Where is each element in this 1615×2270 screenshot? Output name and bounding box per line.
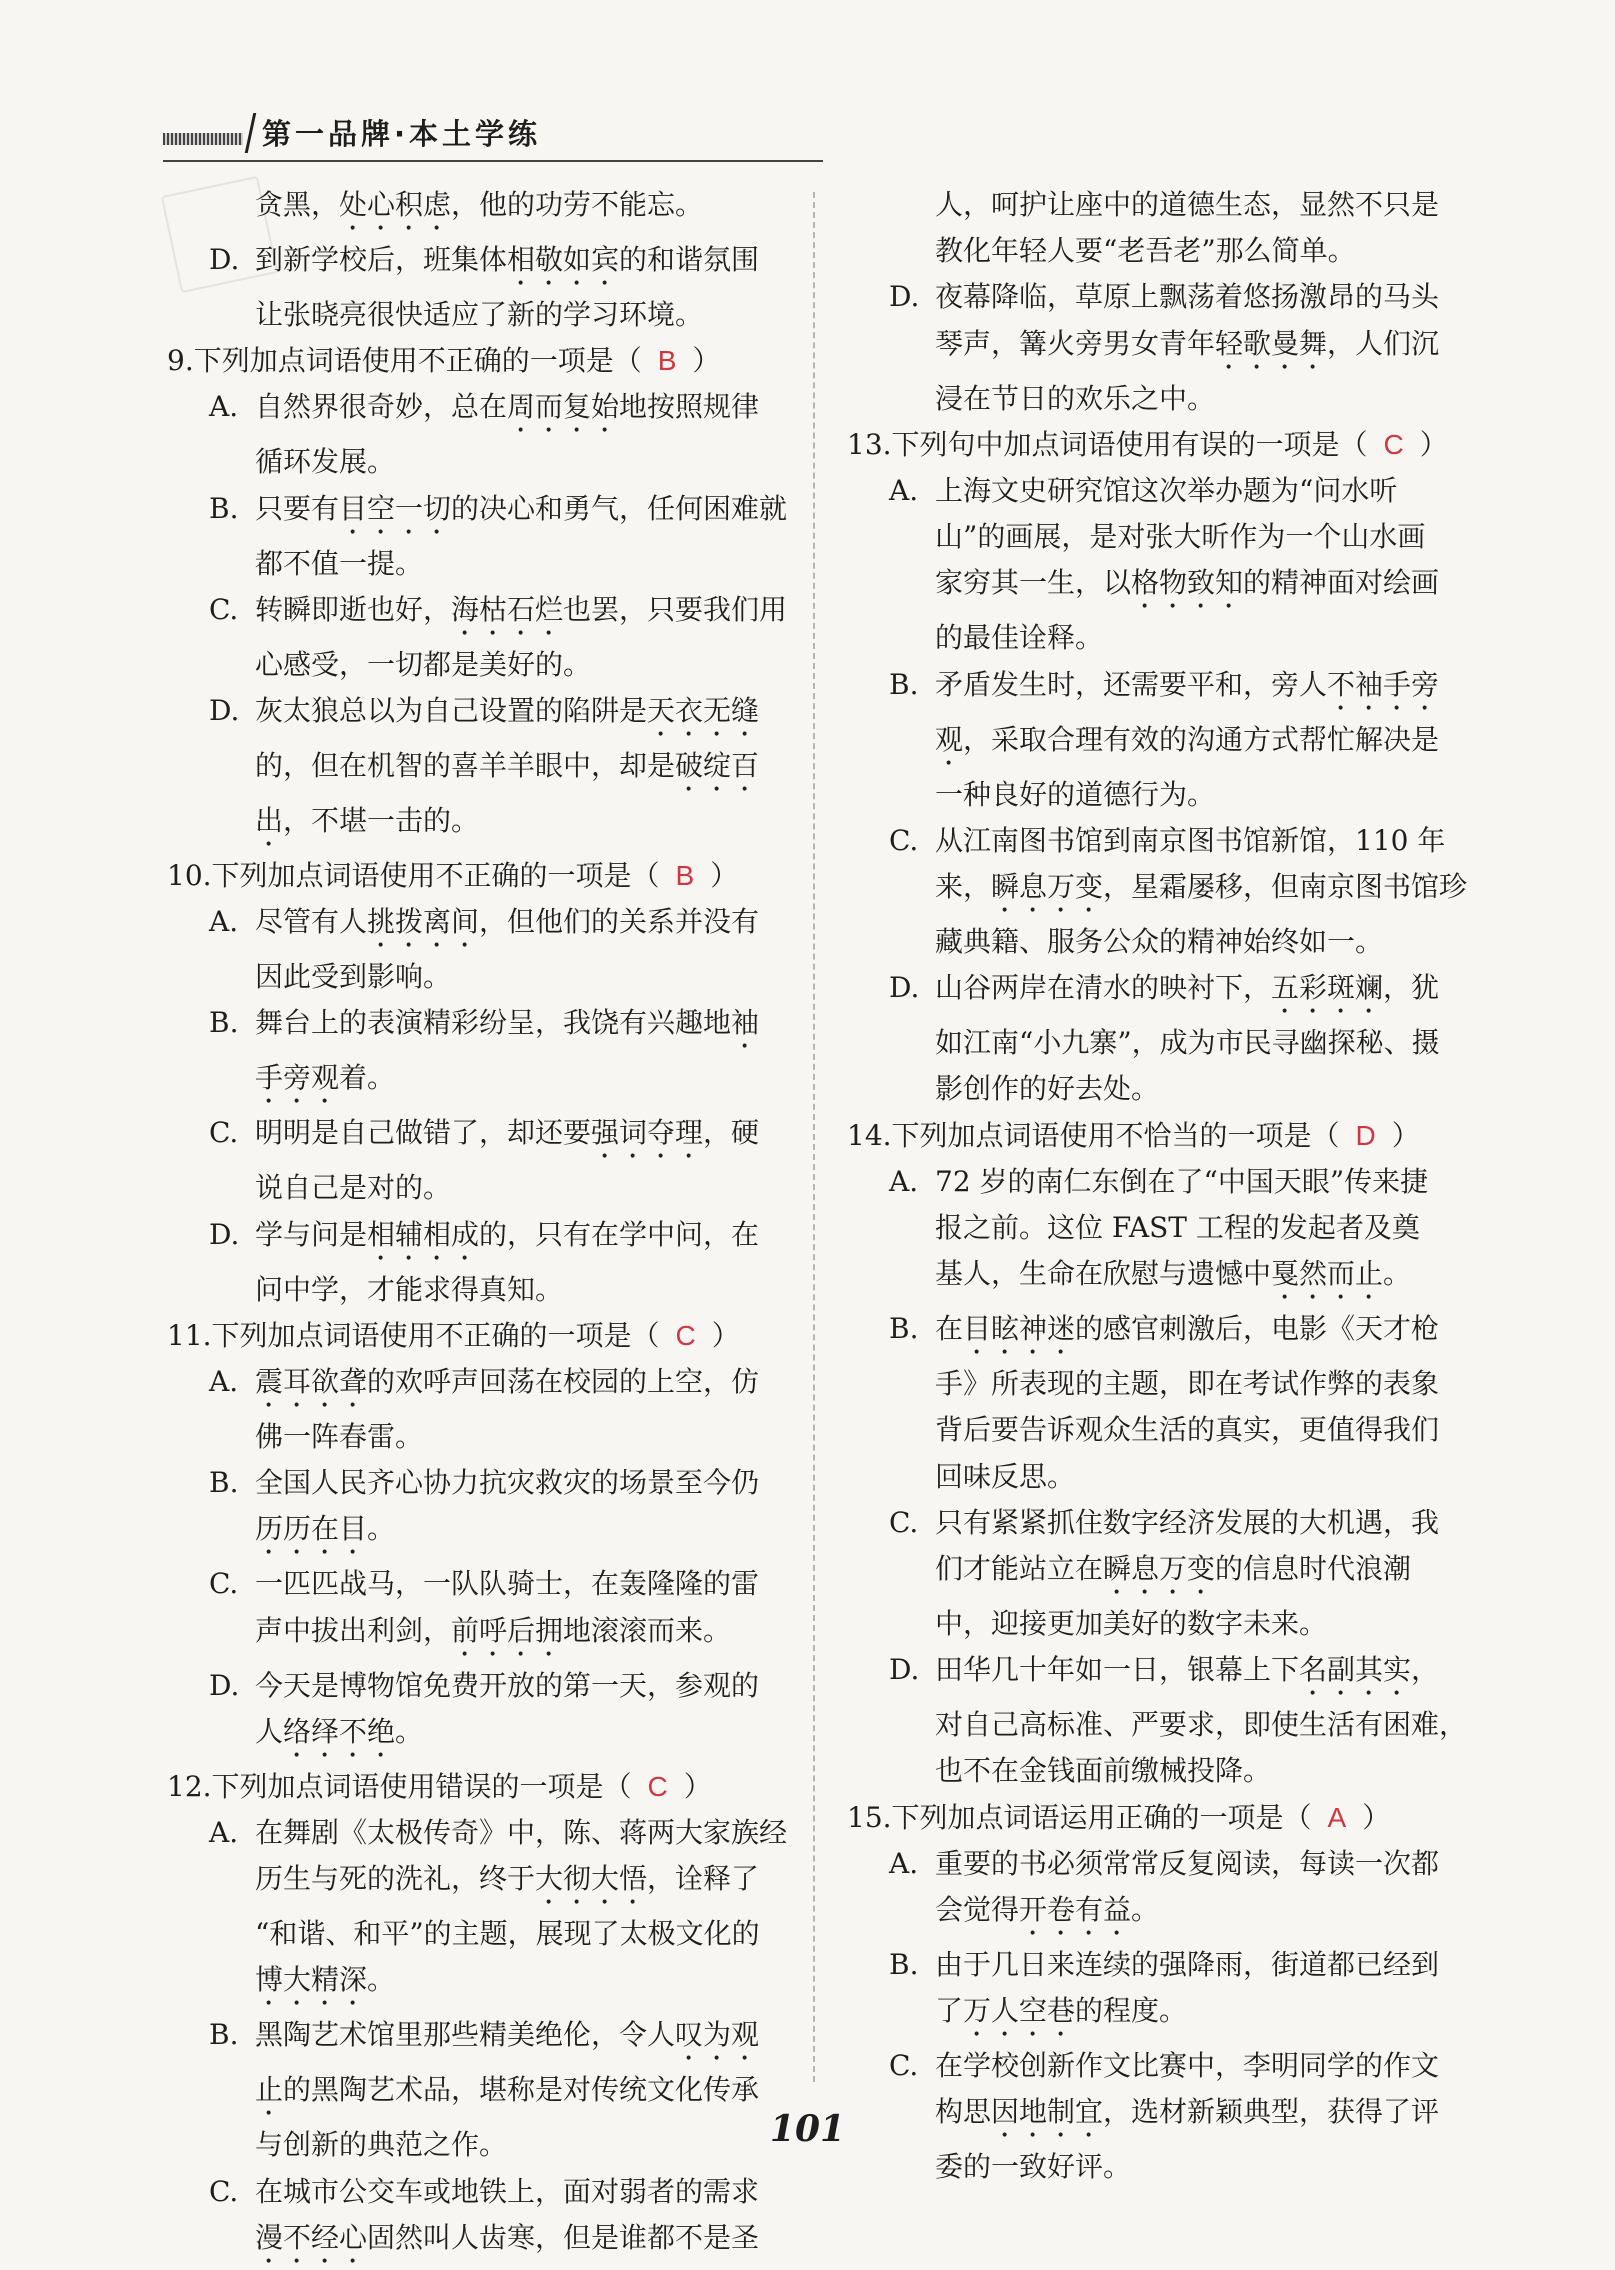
text-span: 。: [367, 1512, 396, 1546]
text-span: 家穷其一生，以: [935, 566, 1132, 600]
option-label: B.: [889, 1948, 919, 1982]
text-span: 学与问是: [255, 1217, 368, 1251]
text-span: 下列加点词语使用错误的一项是（: [211, 1769, 632, 1803]
text-line: [843, 1988, 1473, 2043]
text-span: 手》所表现的主题，即在考试作弊的表象: [935, 1367, 1440, 1401]
dotted-phrase: 漫不经心: [255, 2220, 368, 2254]
text-span: ）: [711, 1318, 740, 1352]
option-line: [843, 818, 1473, 864]
text-line: [163, 1165, 793, 1211]
dotted-phrase: 名副其实: [1299, 1653, 1412, 1687]
text-line: [163, 1608, 793, 1663]
text-line: [163, 541, 793, 587]
text-span: 的和谐氛围: [619, 243, 760, 276]
option-line: [163, 486, 793, 541]
option-label: A.: [889, 474, 919, 508]
text-span: 的，只有在学中问，在: [479, 1217, 760, 1251]
option-line: [843, 1647, 1473, 1702]
dotted-phrase: 手旁观: [255, 1061, 340, 1095]
text-span: 重要的书必须常常反复阅读，每读一次都: [935, 1846, 1440, 1880]
dotted-phrase: 目空一切: [339, 491, 452, 525]
text-span: 如江南“小九寨”，成为市民寻幽探秘、摄: [935, 1026, 1440, 1060]
option-line: [163, 899, 793, 954]
answer-letter: C: [1383, 428, 1404, 460]
dotted-phrase: 五彩斑斓: [1271, 971, 1384, 1005]
header-title: 第一品牌·本土学练: [262, 117, 542, 151]
option-label: A.: [889, 1164, 919, 1198]
right-column: [843, 182, 1473, 2191]
dotted-phrase: 海枯石烂: [451, 592, 564, 626]
text-span: ）: [692, 344, 721, 378]
dotted-phrase: 破绽百: [675, 749, 760, 783]
option-label: A.: [209, 1816, 239, 1850]
option-line: [843, 1306, 1473, 1361]
option-line: [843, 468, 1473, 514]
option-line: [163, 1359, 793, 1414]
text-span: 报之前。这位 FAST 工程的发起者及奠: [935, 1211, 1420, 1245]
text-span: ，采取合理有效的沟通方式帮忙解决是: [963, 722, 1440, 756]
text-span: 田华几十年如一日，银幕上下: [935, 1653, 1300, 1687]
option-line: [163, 1460, 793, 1506]
text-span: ）: [1419, 427, 1448, 461]
text-span: 从江南图书馆到南京图书馆新馆，110 年: [935, 823, 1446, 857]
option-label: B.: [889, 667, 919, 701]
text-line: [163, 1709, 793, 1764]
answer-letter: C: [675, 1319, 696, 1351]
text-span: 会觉得: [935, 1893, 1020, 1927]
text-span: 背后要告诉观众生活的真实，更值得我们: [935, 1413, 1440, 1447]
dotted-phrase: 相敬如宾: [507, 243, 620, 276]
text-line: [163, 182, 793, 237]
text-line: [843, 1020, 1473, 1066]
dotted-phrase: 前呼后拥: [451, 1613, 564, 1647]
text-span: 的决心和勇气，任何困难就: [451, 491, 788, 525]
text-line: [843, 560, 1473, 615]
text-span: 的，但在机智的喜羊羊眼中，却是: [255, 749, 676, 783]
text-span: 今天是博物馆免费开放的第一天，参观的: [255, 1668, 760, 1702]
text-span: 的最佳诠释。: [935, 621, 1104, 655]
header-rule: [163, 160, 823, 162]
text-span: ，硬: [703, 1116, 760, 1150]
text-line: [843, 182, 1473, 228]
text-span: 山”的画展，是对张大昕作为一个山水画: [935, 520, 1426, 554]
dotted-phrase: 观: [935, 722, 964, 756]
dotted-phrase: 目眩神迷: [963, 1312, 1076, 1346]
question-number: 9.: [167, 344, 194, 378]
text-span: 在城市公交车或地铁上，面对弱者的需求: [255, 2174, 760, 2208]
text-span: 着。: [339, 1061, 396, 1095]
text-span: 转瞬即逝也好，: [255, 592, 452, 626]
answer-letter: D: [1355, 1119, 1376, 1151]
text-line: [163, 954, 793, 1000]
text-span: 的感官刺激后，电影《天才枪: [1075, 1312, 1440, 1346]
option-label: A.: [209, 390, 239, 424]
text-span: ，: [1411, 1653, 1440, 1687]
option-label: C.: [889, 823, 919, 857]
text-span: 浸在节日的欢乐之中。: [935, 381, 1216, 415]
text-span: 对自己高标准、严要求，即使生活有困难，: [935, 1708, 1468, 1742]
text-span: ）: [710, 859, 739, 893]
text-span: 地滚滚而来。: [563, 1613, 732, 1647]
question-stem: [163, 1764, 793, 1810]
text-span: ，选材新颖典型，获得了评: [1103, 2095, 1440, 2129]
text-span: 只要有: [255, 491, 340, 525]
dotted-phrase: 出: [255, 804, 284, 838]
text-line: [843, 1748, 1473, 1794]
option-label: C.: [209, 1116, 239, 1150]
question-number: 13.: [847, 427, 892, 461]
text-line: [843, 1205, 1473, 1251]
text-span: ，人们沉: [1327, 326, 1440, 360]
text-span: 下列句中加点词语使用有误的一项是（: [891, 427, 1368, 461]
dotted-phrase: 瞬息万变: [1103, 1552, 1216, 1586]
text-span: 的欢呼声回荡在校园的上空，仿: [367, 1365, 760, 1399]
text-line: [843, 919, 1473, 965]
option-line: [163, 2012, 793, 2067]
text-span: ，但他们的关系并没有: [479, 905, 760, 939]
dotted-phrase: 因地制宜: [991, 2095, 1104, 2129]
text-line: [163, 1414, 793, 1460]
text-span: 都不值一提。: [255, 546, 424, 580]
text-span: 委的一致好评。: [935, 2150, 1132, 2184]
text-span: 全国人民齐心协力抗灾救灾的场景至今仍: [255, 1466, 760, 1500]
text-span: 下列加点词语使用不恰当的一项是（: [891, 1118, 1340, 1152]
text-span: 固然叫人齿寒，但是谁都不是圣: [367, 2220, 760, 2254]
text-span: 在学校创新作文比赛中，李明同学的作文: [935, 2049, 1440, 2083]
dotted-phrase: 戛然而止: [1271, 1257, 1384, 1291]
option-label: B.: [209, 1466, 239, 1500]
text-span: “和谐、和平”的主题，展现了太极文化的: [255, 1917, 760, 1951]
text-span: 夜幕降临，草原上飘荡着悠扬激昂的马头: [935, 280, 1440, 314]
text-span: 。: [1383, 1257, 1412, 1291]
question-number: 10.: [167, 859, 212, 893]
option-line: [163, 1663, 793, 1709]
text-line: [163, 1267, 793, 1313]
text-span: 也罢，只要我们用: [563, 592, 788, 626]
text-span: 贪黑，: [255, 188, 340, 221]
option-label: A.: [209, 1365, 239, 1399]
text-line: [163, 292, 793, 338]
option-label: D.: [889, 971, 920, 1005]
dotted-phrase: 处心积虑: [339, 188, 452, 221]
text-line: [843, 772, 1473, 818]
left-column: [163, 182, 793, 2270]
option-line: [163, 688, 793, 743]
question-stem: [163, 1313, 793, 1359]
text-line: [163, 642, 793, 688]
text-span: 黑陶艺术馆里那些精美绝伦，令人: [255, 2018, 676, 2052]
text-span: 影创作的好去处。: [935, 1072, 1160, 1106]
dotted-phrase: 大彻大悟: [535, 1862, 648, 1896]
question-number: 14.: [847, 1118, 892, 1152]
text-span: 历生与死的洗礼，终于: [255, 1862, 536, 1896]
question-number: 12.: [167, 1769, 212, 1803]
question-stem: [163, 853, 793, 899]
text-span: 基人，生命在欣慰与遗憾中: [935, 1257, 1272, 1291]
text-span: 的信息时代浪潮: [1215, 1552, 1412, 1586]
text-line: [163, 1055, 793, 1110]
dotted-phrase: 万人空巷: [963, 1994, 1076, 2028]
dotted-phrase: 络绎不绝: [283, 1714, 396, 1748]
text-line: [163, 439, 793, 485]
text-line: [163, 2215, 793, 2270]
dotted-phrase: 开卷有益: [1019, 1893, 1132, 1927]
page-number: 101: [769, 2108, 846, 2150]
text-span: ）: [1391, 1118, 1420, 1152]
dotted-phrase: 相辅相成: [367, 1217, 480, 1251]
option-line: [163, 1561, 793, 1607]
text-span: 一种良好的道德行为。: [935, 777, 1216, 811]
dotted-phrase: 强词夺理: [591, 1116, 704, 1150]
text-span: 了: [935, 1994, 964, 2028]
text-span: 说自己是对的。: [255, 1171, 452, 1205]
text-span: ，星霜屡移，但南京图书馆珍: [1103, 870, 1468, 904]
text-span: ）: [683, 1769, 712, 1803]
option-label: D.: [209, 694, 240, 728]
option-line: [163, 1110, 793, 1165]
option-label: D.: [209, 1668, 240, 1702]
text-line: [843, 1887, 1473, 1942]
column-divider: [813, 192, 815, 2082]
option-line: [163, 1212, 793, 1267]
option-label: C.: [209, 2174, 239, 2208]
text-line: [163, 1957, 793, 2012]
text-span: 也不在金钱面前缴械投降。: [935, 1754, 1272, 1788]
text-span: 藏典籍、服务公众的精神始终如一。: [935, 925, 1384, 959]
text-span: 一匹匹战马，一队队骑士，在轰隆隆的雷: [255, 1567, 760, 1601]
text-span: 上海文史研究馆这次举办题为“问水听: [935, 474, 1398, 508]
text-span: 山谷两岸在清水的映衬下，: [935, 971, 1272, 1005]
option-label: C.: [209, 1567, 239, 1601]
answer-letter: C: [647, 1770, 668, 1802]
option-label: D.: [889, 1653, 920, 1687]
option-line: [163, 587, 793, 642]
option-label: A.: [209, 905, 239, 939]
option-line: [163, 237, 793, 292]
text-line: [843, 228, 1473, 274]
option-line: [843, 662, 1473, 717]
text-span: 灰太狼总以为自己设置的陷阱是: [255, 694, 648, 728]
option-label: B.: [889, 1312, 919, 1346]
text-span: 72 岁的南仁东倒在了“中国天眼”传来捷: [935, 1164, 1429, 1198]
text-span: ，犹: [1383, 971, 1440, 1005]
text-span: 尽管有人: [255, 905, 368, 939]
text-span: 下列加点词语使用不正确的一项是（: [211, 1318, 660, 1352]
option-line: [843, 1159, 1473, 1205]
dotted-phrase: 格物致知: [1131, 566, 1244, 600]
question-stem: [163, 338, 793, 384]
text-line: [843, 1361, 1473, 1407]
option-line: [163, 1000, 793, 1055]
text-span: 的黑陶艺术品，堪称是对传统文化传承: [283, 2073, 760, 2107]
option-line: [843, 965, 1473, 1020]
dotted-phrase: 止: [255, 2073, 284, 2107]
text-span: 来，: [935, 870, 992, 904]
option-line: [843, 2043, 1473, 2089]
text-span: 与创新的典范之作。: [255, 2128, 508, 2162]
option-label: C.: [889, 1505, 919, 1539]
dotted-phrase: 不袖手旁: [1327, 667, 1440, 701]
text-span: 自然界很奇妙，总在: [255, 390, 508, 424]
text-span: 到新学校后，班集体: [255, 243, 508, 276]
text-span: 在: [935, 1312, 964, 1346]
text-span: 们才能站立在: [935, 1552, 1104, 1586]
option-label: B.: [209, 491, 239, 525]
option-line: [843, 1841, 1473, 1887]
text-line: [843, 864, 1473, 919]
text-span: 。: [395, 1714, 424, 1748]
text-span: 明明是自己做错了，却还要: [255, 1116, 592, 1150]
text-span: ，不堪一击的。: [283, 804, 480, 838]
dotted-phrase: 袖: [731, 1006, 760, 1040]
dotted-phrase: 博大精深: [255, 1963, 368, 1997]
text-line: [843, 1454, 1473, 1500]
option-line: [843, 1942, 1473, 1988]
option-label: A.: [889, 1846, 919, 1880]
text-span: 因此受到影响。: [255, 960, 452, 994]
text-span: 人: [255, 1714, 284, 1748]
text-span: 地按照规律: [619, 390, 760, 424]
text-span: ，诠释了: [647, 1862, 760, 1896]
text-span: ，他的功劳不能忘。: [451, 188, 704, 221]
text-span: 教化年轻人要“老吾老”那么简单。: [935, 234, 1356, 268]
text-line: [163, 1911, 793, 1957]
dotted-phrase: 轻歌曼舞: [1215, 326, 1328, 360]
text-line: [843, 1407, 1473, 1453]
dotted-phrase: 周而复始: [507, 390, 620, 424]
text-span: 让张晓亮很快适应了新的学习环境。: [255, 298, 704, 331]
option-label: C.: [209, 592, 239, 626]
page-header: [163, 112, 541, 153]
text-line: [843, 321, 1473, 376]
answer-letter: A: [1327, 1801, 1347, 1833]
header-slash: [245, 113, 257, 153]
text-line: [163, 1506, 793, 1561]
text-span: 的程度。: [1075, 1994, 1188, 2028]
question-number: 11.: [167, 1318, 212, 1352]
option-label: C.: [889, 2049, 919, 2083]
dotted-phrase: 挑拨离间: [367, 905, 480, 939]
text-span: 下列加点词语运用正确的一项是（: [891, 1800, 1312, 1834]
option-label: B.: [209, 2018, 239, 2052]
text-span: 琴声，篝火旁男女青年: [935, 326, 1216, 360]
dotted-phrase: 震耳欲聋: [255, 1365, 368, 1399]
text-span: 。: [1131, 1893, 1160, 1927]
question-stem: [843, 1113, 1473, 1159]
text-span: 问中学，才能求得真知。: [255, 1272, 564, 1306]
text-span: 中，迎接更加美好的数字未来。: [935, 1607, 1328, 1641]
text-line: [843, 1066, 1473, 1112]
header-stripe-bar: [163, 133, 243, 145]
text-span: 舞台上的表演精彩纷呈，我饶有兴趣地: [255, 1006, 732, 1040]
text-line: [163, 798, 793, 853]
text-span: 回味反思。: [935, 1459, 1076, 1493]
dotted-phrase: 历历在目: [255, 1512, 368, 1546]
text-span: 下列加点词语使用不正确的一项是（: [193, 344, 642, 378]
dotted-phrase: 叹为观: [675, 2018, 760, 2052]
text-span: 心感受，一切都是美好的。: [255, 647, 592, 681]
text-span: 矛盾发生时，还需要平和，旁人: [935, 667, 1328, 701]
text-span: 在舞剧《太极传奇》中，陈、蒋两大家族经: [255, 1816, 788, 1850]
text-span: 由于几日来连续的强降雨，街道都已经到: [935, 1948, 1440, 1982]
answer-letter: B: [657, 345, 677, 377]
text-span: ）: [1362, 1800, 1391, 1834]
dotted-phrase: 瞬息万变: [991, 870, 1104, 904]
text-line: [843, 615, 1473, 661]
option-line: [163, 384, 793, 439]
dotted-phrase: 天衣无缝: [647, 694, 760, 728]
option-label: D.: [889, 280, 920, 314]
text-span: 的精神面对绘画: [1243, 566, 1440, 600]
text-span: 佛一阵春雷。: [255, 1420, 424, 1454]
text-line: [163, 1856, 793, 1911]
text-line: [843, 1546, 1473, 1601]
text-line: [843, 1702, 1473, 1748]
option-line: [843, 274, 1473, 320]
text-span: 声中拔出利剑，: [255, 1613, 452, 1647]
option-label: D.: [209, 1217, 240, 1251]
text-line: [843, 376, 1473, 422]
text-line: [843, 1601, 1473, 1647]
text-span: 构思: [935, 2095, 992, 2129]
text-line: [843, 2144, 1473, 2190]
option-line: [163, 1810, 793, 1856]
text-line: [163, 743, 793, 798]
text-line: [843, 514, 1473, 560]
text-span: 只有紧紧抓住数字经济发展的大机遇，我: [935, 1505, 1440, 1539]
option-label: B.: [209, 1006, 239, 1040]
option-line: [843, 1500, 1473, 1546]
option-label: D.: [209, 243, 240, 276]
text-line: [843, 1251, 1473, 1306]
option-line: [163, 2169, 793, 2215]
text-span: 循环发展。: [255, 445, 396, 479]
text-span: 。: [367, 1963, 396, 1997]
question-stem: [843, 422, 1473, 468]
question-number: 15.: [847, 1800, 892, 1834]
text-line: [843, 717, 1473, 772]
text-span: 下列加点词语使用不正确的一项是（: [211, 859, 660, 893]
answer-letter: B: [675, 860, 695, 892]
question-stem: [843, 1795, 1473, 1841]
text-span: 人，呵护让座中的道德生态，显然不只是: [935, 188, 1440, 221]
